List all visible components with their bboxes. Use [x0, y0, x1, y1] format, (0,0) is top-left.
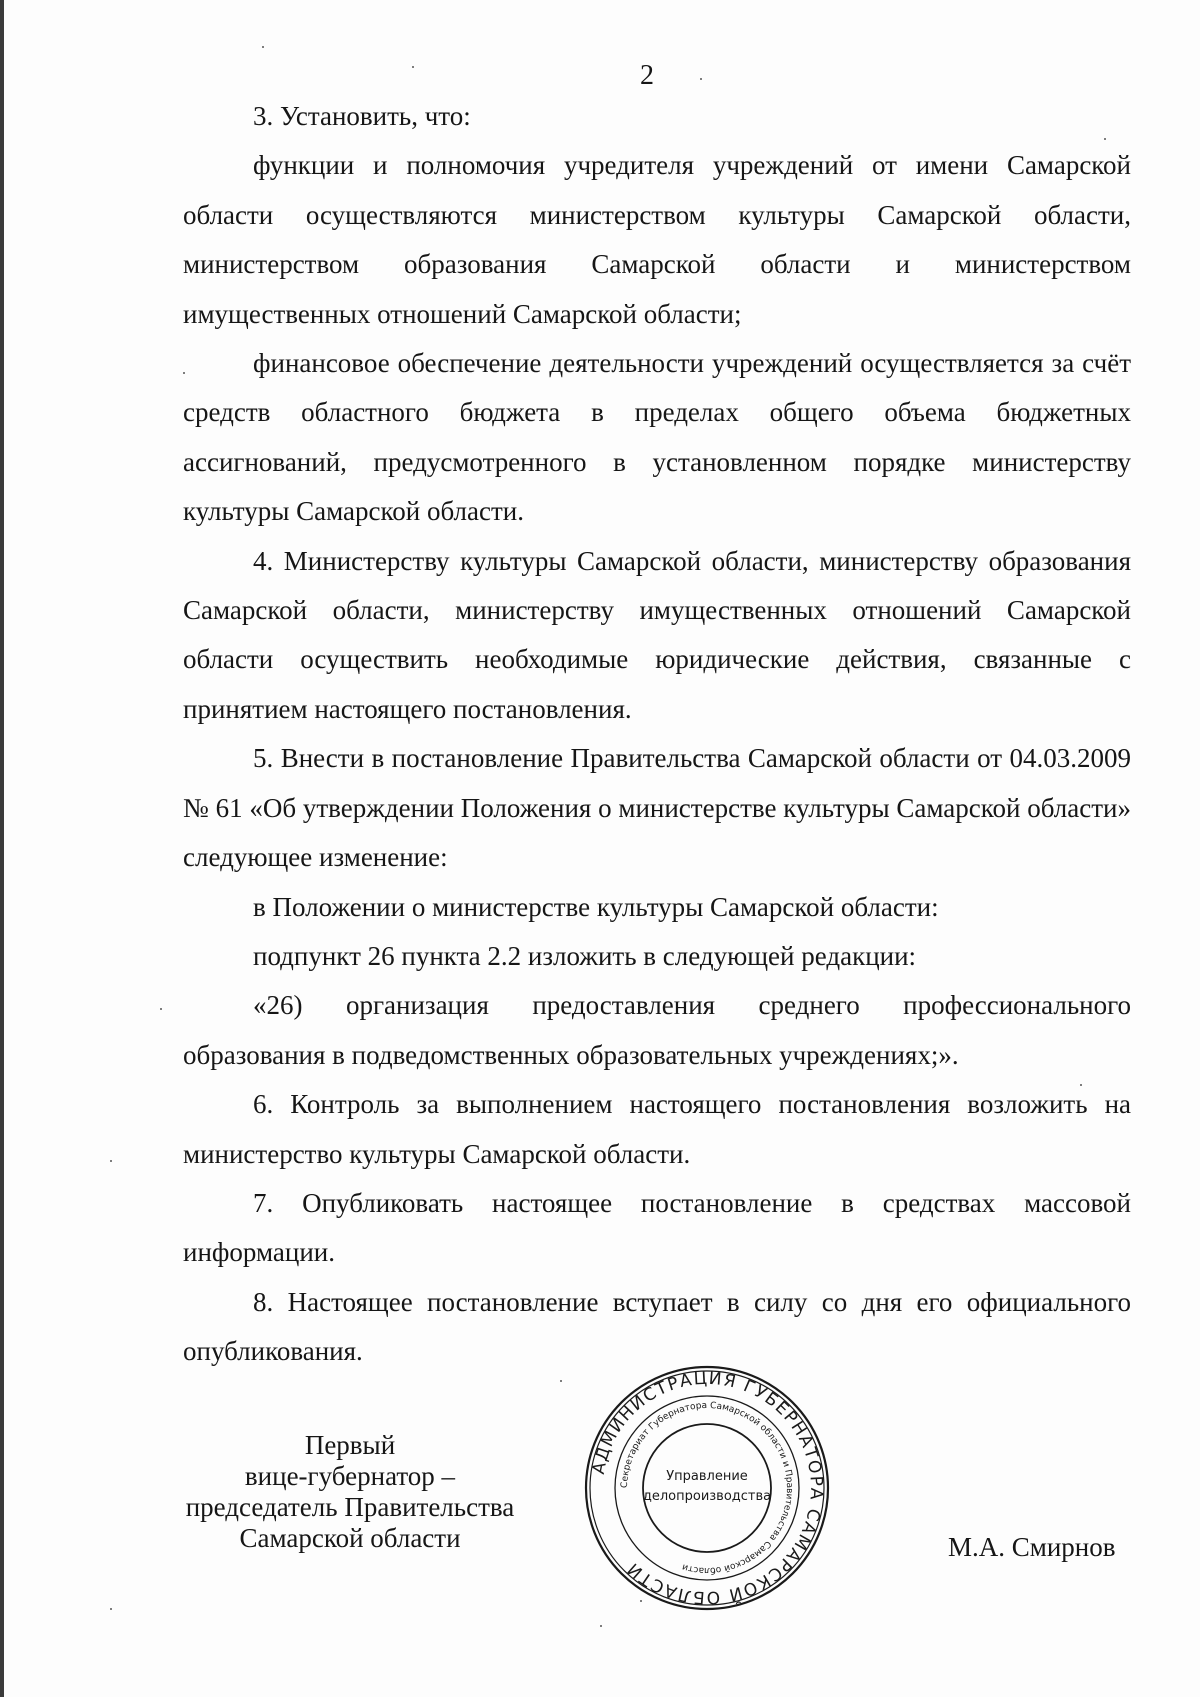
- scan-speck: [160, 1008, 162, 1010]
- paragraph: функции и полномочия учредителя учреждений от имени Самарской области осуществляются министерством культуры Самарской области, министерством образования Самарской области и министерством имущественных отношений Самарской области;: [183, 150, 1131, 329]
- seal-center-line2: делопроизводства: [642, 1489, 772, 1504]
- scan-speck: [262, 46, 264, 48]
- signer-name: М.А. Смирнов: [948, 1532, 1116, 1562]
- seal-outer-text: АДМИНИСТРАЦИЯ ГУБЕРНАТОРА САМАРСКОЙ ОБЛАСТИ: [588, 1368, 827, 1608]
- scan-speck: [700, 78, 702, 80]
- paragraph: «26) организация предоставления среднего профессионального образования в подведомственных образовательных учреждениях;».: [183, 990, 1131, 1070]
- paragraph: 6. Контроль за выполнением настоящего постановления возложить на министерство культуры Самарской области.: [183, 1089, 1131, 1169]
- official-seal-stamp: [583, 1364, 831, 1612]
- signatory-title: [140, 1430, 560, 1554]
- scan-speck: [600, 1625, 602, 1627]
- signatory-line: Первый: [304, 1430, 396, 1460]
- paragraph: подпункт 26 пункта 2.2 изложить в следующей редакции:: [253, 940, 917, 971]
- paragraph: 3. Установить, что:: [253, 101, 471, 131]
- scan-speck: [110, 1608, 112, 1610]
- scan-speck: [640, 1600, 642, 1602]
- scan-left-edge: [0, 0, 4, 1697]
- paragraph: 4. Министерству культуры Самарской области, министерству образования Самарской области, министерству имущественных отношений Самарской области осуществить необходимые юридические действия, связанные с принятием настоящего постановления.: [183, 545, 1131, 724]
- seal-inner-text: Секретариат Губернатора Самарской области и Правительства Самарской области: [619, 1400, 795, 1576]
- scan-speck: [1104, 138, 1106, 140]
- paragraph: 8. Настоящее постановление вступает в силу со дня его официального опубликования.: [183, 1286, 1131, 1367]
- paragraph: 7. Опубликовать настоящее постановление в средствах массовой информации.: [183, 1187, 1131, 1268]
- paragraph: в Положении о министерстве культуры Самарской области:: [253, 891, 939, 922]
- signatory-line: вице-губернатор –: [244, 1461, 456, 1491]
- scan-speck: [1080, 1084, 1082, 1086]
- signatory-line: председатель Правительства: [185, 1492, 515, 1522]
- seal-center-line1: Управление: [666, 1469, 748, 1484]
- page-number: 2: [640, 60, 654, 91]
- scan-speck: [110, 1160, 112, 1162]
- scan-speck: [183, 372, 185, 374]
- scan-speck: [560, 1380, 562, 1382]
- document-body: [183, 92, 1131, 1377]
- paragraph: 5. Внести в постановление Правительства Самарской области от 04.03.2009 № 61 «Об утверждении Положения о министерстве культуры Самарской области» следующее изменение:: [183, 743, 1131, 873]
- scan-speck: [412, 66, 414, 68]
- signatory-line: Самарской области: [239, 1523, 461, 1553]
- paragraph: финансовое обеспечение деятельности учреждений осуществляется за счёт средств областного бюджета в пределах общего объема бюджетных ассигнований, предусмотренного в установленном порядке министерству культуры Самарской области.: [183, 348, 1131, 527]
